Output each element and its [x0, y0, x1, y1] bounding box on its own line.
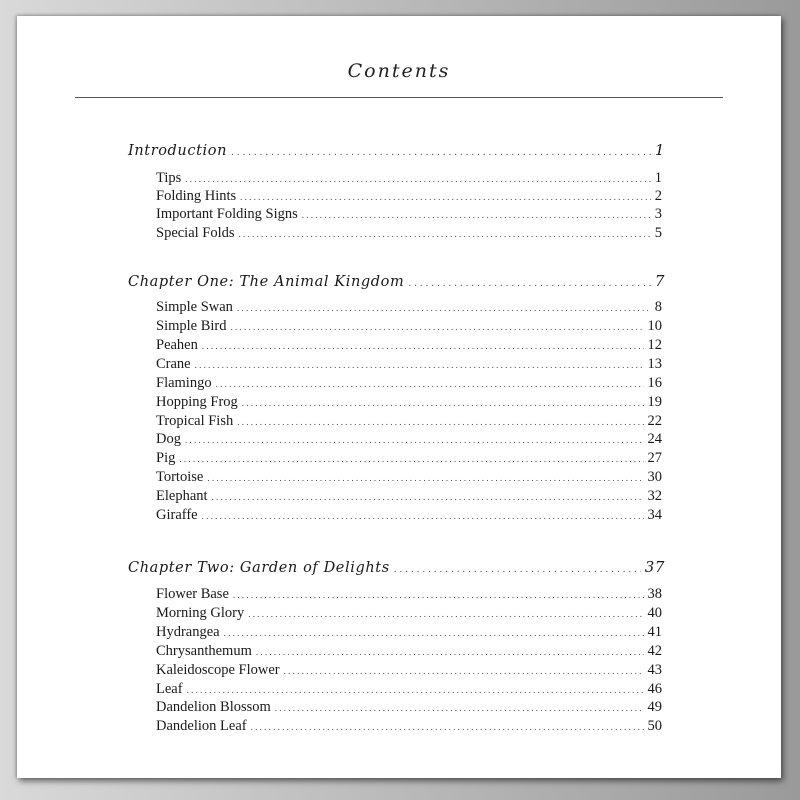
dot-leader — [394, 560, 641, 576]
entry-page-number: 8 — [654, 299, 662, 315]
entry-page-number: 40 — [647, 605, 662, 621]
toc-entry — [156, 507, 662, 524]
entry-page-number: 5 — [654, 225, 662, 241]
section-page-number: 37 — [644, 558, 665, 576]
entry-page-number: 2 — [654, 188, 662, 204]
dot-leader — [179, 450, 643, 467]
entry-label: Flower Base — [156, 586, 229, 602]
dot-leader — [251, 718, 644, 735]
toc-entry — [156, 170, 662, 187]
dot-leader — [237, 299, 651, 316]
section-page-number: 1 — [654, 141, 665, 159]
entry-label: Dandelion Leaf — [156, 718, 247, 734]
entry-label: Hydrangea — [156, 624, 220, 640]
dot-leader — [233, 586, 644, 603]
toc-entry — [156, 662, 662, 679]
entry-label: Dog — [156, 431, 181, 447]
toc-entry — [156, 299, 662, 316]
entry-page-number: 27 — [647, 450, 662, 466]
toc-entry — [156, 718, 662, 735]
entry-page-number: 43 — [647, 662, 662, 678]
toc-section-introduction — [128, 141, 665, 159]
dot-leader — [240, 188, 651, 205]
dot-leader — [207, 469, 643, 486]
entry-label: Important Folding Signs — [156, 206, 298, 222]
toc-entry — [156, 699, 662, 716]
entry-label: Chrysanthemum — [156, 643, 252, 659]
toc-entry — [156, 337, 662, 354]
entry-page-number: 30 — [647, 469, 662, 485]
dot-leader — [212, 488, 644, 505]
dot-leader — [195, 356, 644, 373]
section-heading: Chapter Two: Garden of Delights — [128, 560, 390, 576]
dot-leader — [248, 605, 643, 622]
entry-label: Giraffe — [156, 507, 198, 523]
entry-page-number: 46 — [647, 681, 662, 697]
toc-entry — [156, 431, 662, 448]
toc-section-chapter-one — [128, 272, 665, 290]
dot-leader — [187, 681, 644, 698]
entry-page-number: 32 — [647, 488, 662, 504]
entry-label: Crane — [156, 356, 191, 372]
section-page-number: 7 — [654, 272, 665, 290]
entry-page-number: 1 — [654, 170, 662, 186]
dot-leader — [185, 170, 650, 187]
section-heading: Chapter One: The Animal Kingdom — [128, 274, 405, 290]
dot-leader — [275, 699, 644, 716]
dot-leader — [237, 413, 643, 430]
entry-label: Elephant — [156, 488, 208, 504]
entry-label: Morning Glory — [156, 605, 245, 621]
entry-label: Dandelion Blossom — [156, 699, 271, 715]
entry-label: Tortoise — [156, 469, 204, 485]
entry-page-number: 16 — [647, 375, 662, 391]
dot-leader — [284, 662, 644, 679]
dot-leader — [224, 624, 644, 641]
dot-leader — [231, 318, 644, 335]
dot-leader — [202, 507, 644, 524]
entry-label: Pig — [156, 450, 176, 466]
toc-entry — [156, 469, 662, 486]
entry-label: Special Folds — [156, 225, 235, 241]
toc-section-chapter-two — [128, 558, 665, 576]
entry-label: Peahen — [156, 337, 198, 353]
entry-page-number: 10 — [647, 318, 662, 334]
toc-entry — [156, 488, 662, 505]
entry-page-number: 38 — [647, 586, 662, 602]
toc-entry — [156, 450, 662, 467]
toc-entry — [156, 188, 662, 205]
toc-entry — [156, 605, 662, 622]
entry-page-number: 12 — [647, 337, 662, 353]
toc-entry — [156, 356, 662, 373]
entry-label: Kaleidoscope Flower — [156, 662, 280, 678]
entry-label: Hopping Frog — [156, 394, 238, 410]
entry-label: Tropical Fish — [156, 413, 234, 429]
toc-entry — [156, 375, 662, 392]
entry-label: Tips — [156, 170, 182, 186]
dot-leader — [302, 206, 651, 223]
entry-label: Simple Swan — [156, 299, 233, 315]
toc-entry — [156, 225, 662, 242]
title-rule — [75, 97, 723, 98]
toc-entry — [156, 624, 662, 641]
dot-leader — [202, 337, 644, 354]
dot-leader — [231, 143, 651, 159]
entry-label: Flamingo — [156, 375, 212, 391]
entry-page-number: 13 — [647, 356, 662, 372]
toc-entry — [156, 206, 662, 223]
toc-entry — [156, 586, 662, 603]
page-title: Contents — [347, 60, 451, 82]
entry-page-number: 19 — [647, 394, 662, 410]
dot-leader — [242, 394, 644, 411]
dot-leader — [185, 431, 644, 448]
dot-leader — [216, 375, 644, 392]
entry-label: Simple Bird — [156, 318, 227, 334]
dot-leader — [239, 225, 651, 242]
toc-entry — [156, 643, 662, 660]
entry-page-number: 22 — [647, 413, 662, 429]
entry-label: Leaf — [156, 681, 183, 697]
entry-page-number: 50 — [647, 718, 662, 734]
entry-page-number: 34 — [647, 507, 662, 523]
entry-page-number: 42 — [647, 643, 662, 659]
toc-entry — [156, 394, 662, 411]
dot-leader — [408, 274, 650, 290]
book-page — [17, 16, 781, 778]
entry-page-number: 24 — [647, 431, 662, 447]
toc-entry — [156, 413, 662, 430]
entry-page-number: 49 — [647, 699, 662, 715]
entry-page-number: 41 — [647, 624, 662, 640]
section-heading: Introduction — [128, 143, 228, 159]
toc-entry — [156, 318, 662, 335]
dot-leader — [256, 643, 644, 660]
toc-entry — [156, 681, 662, 698]
entry-label: Folding Hints — [156, 188, 237, 204]
entry-page-number: 3 — [654, 206, 662, 222]
